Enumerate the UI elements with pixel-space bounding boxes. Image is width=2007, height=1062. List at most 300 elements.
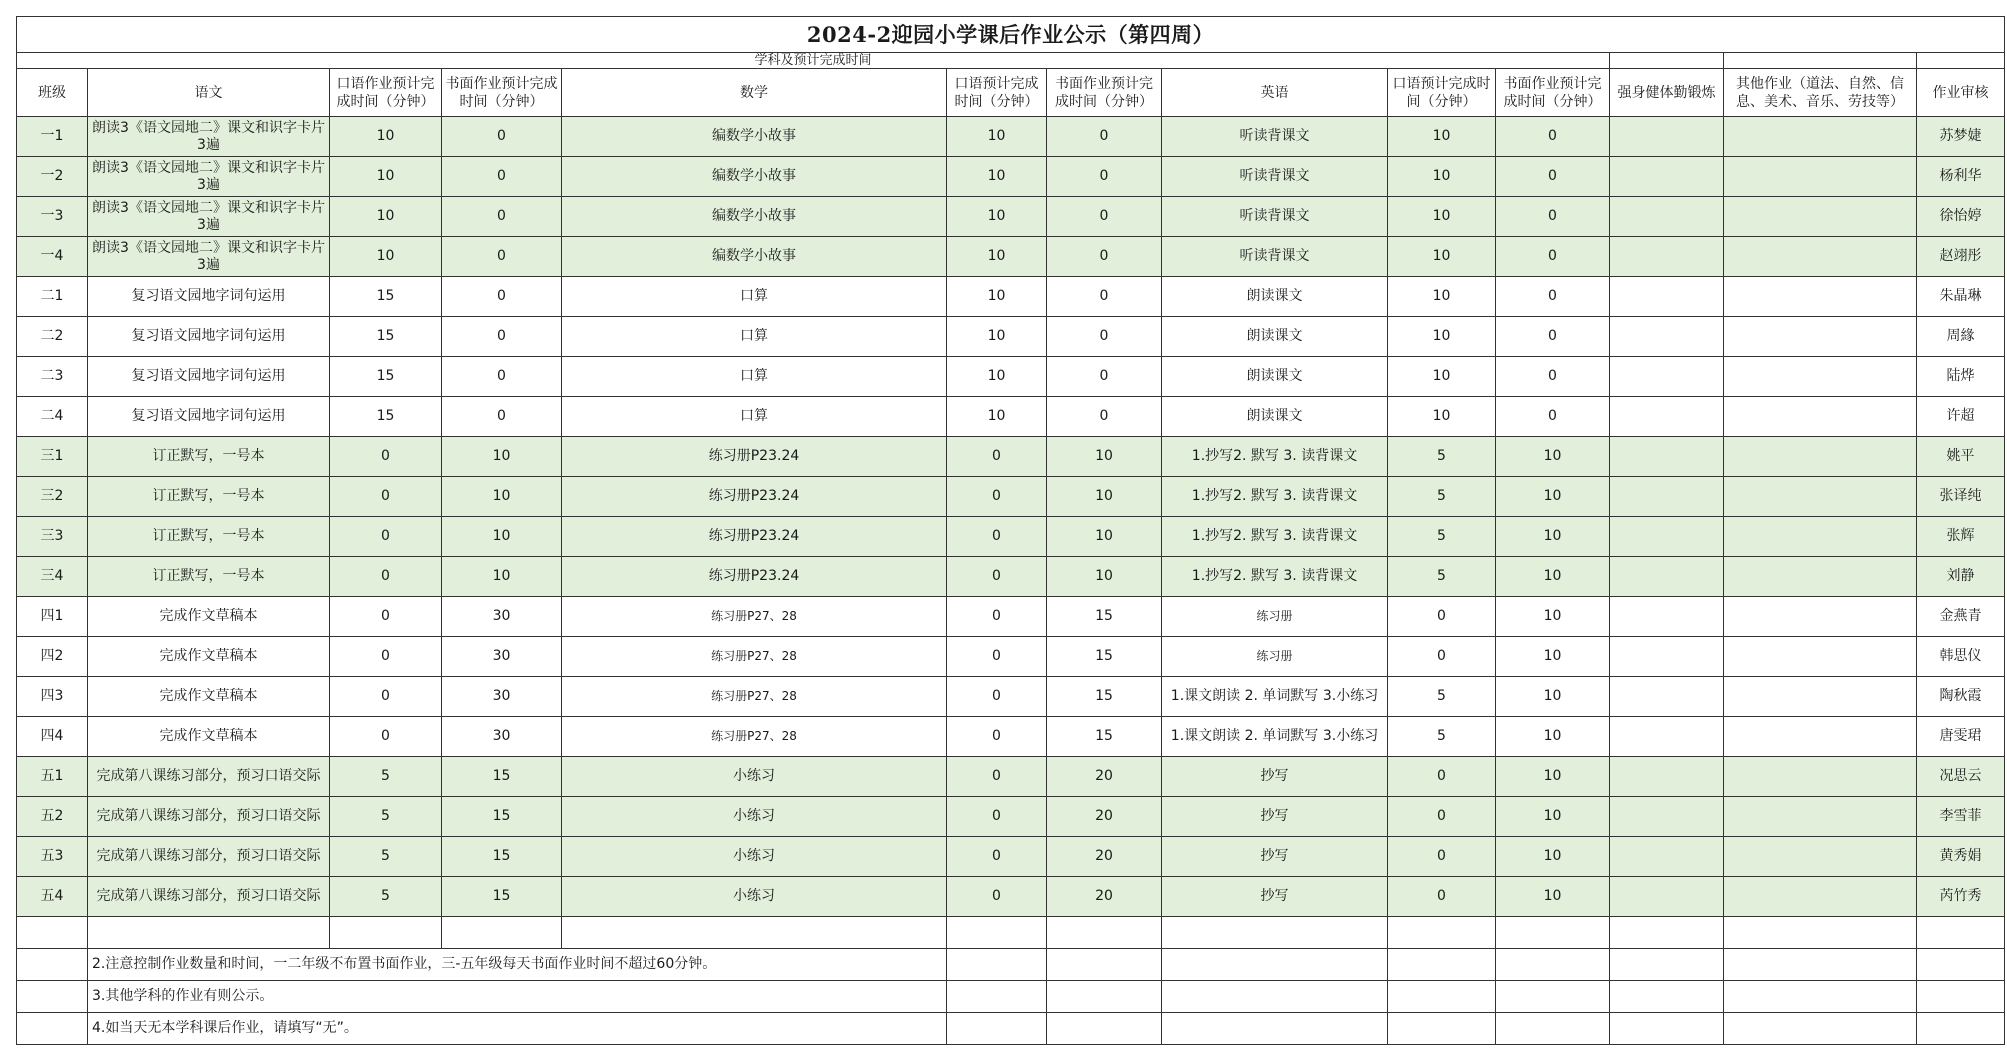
math-written-time-cell[interactable]: 15 xyxy=(1047,597,1162,637)
pe-cell[interactable] xyxy=(1610,557,1724,597)
math-oral-time-cell[interactable]: 10 xyxy=(947,317,1047,357)
math-oral-time-cell[interactable]: 0 xyxy=(947,717,1047,757)
other-homework-cell[interactable] xyxy=(1724,237,1917,277)
english-written-time-cell[interactable]: 10 xyxy=(1496,837,1610,877)
chinese-oral-time-cell[interactable]: 0 xyxy=(330,637,442,677)
reviewer-cell[interactable]: 陆烨 xyxy=(1917,357,2005,397)
english-cell[interactable]: 1.抄写2. 默写 3. 读背课文 xyxy=(1162,517,1388,557)
math-cell[interactable]: 小练习 xyxy=(562,757,947,797)
math-cell[interactable]: 口算 xyxy=(562,397,947,437)
english-oral-time-cell[interactable]: 10 xyxy=(1388,277,1496,317)
english-oral-time-cell[interactable]: 5 xyxy=(1388,477,1496,517)
english-written-time-cell[interactable]: 0 xyxy=(1496,197,1610,237)
other-homework-cell[interactable] xyxy=(1724,597,1917,637)
chinese-oral-time-cell[interactable]: 15 xyxy=(330,277,442,317)
sheet-title[interactable]: 2024-2迎园小学课后作业公示（第四周） xyxy=(17,17,2005,53)
empty-cell[interactable] xyxy=(1610,981,1724,1013)
english-oral-time-cell[interactable]: 10 xyxy=(1388,157,1496,197)
class-cell[interactable]: 三3 xyxy=(17,517,88,557)
chinese-cell[interactable]: 完成第八课练习部分，预习口语交际 xyxy=(88,877,330,917)
other-homework-cell[interactable] xyxy=(1724,757,1917,797)
reviewer-cell[interactable]: 韩思仪 xyxy=(1917,637,2005,677)
math-oral-time-cell[interactable]: 10 xyxy=(947,157,1047,197)
reviewer-cell[interactable]: 张译纯 xyxy=(1917,477,2005,517)
english-written-time-cell[interactable]: 0 xyxy=(1496,357,1610,397)
header-chinese[interactable]: 语文 xyxy=(88,69,330,117)
english-cell[interactable]: 朗读课文 xyxy=(1162,357,1388,397)
chinese-cell[interactable]: 朗读3《语文园地二》课文和识字卡片3遍 xyxy=(88,237,330,277)
chinese-cell[interactable]: 复习语文园地字词句运用 xyxy=(88,357,330,397)
chinese-cell[interactable]: 完成作文草稿本 xyxy=(88,597,330,637)
pe-cell[interactable] xyxy=(1610,277,1724,317)
math-written-time-cell[interactable]: 0 xyxy=(1047,237,1162,277)
reviewer-cell[interactable]: 徐怡婷 xyxy=(1917,197,2005,237)
math-cell[interactable]: 练习册P23.24 xyxy=(562,517,947,557)
english-oral-time-cell[interactable]: 5 xyxy=(1388,557,1496,597)
english-written-time-cell[interactable]: 10 xyxy=(1496,597,1610,637)
chinese-cell[interactable]: 完成作文草稿本 xyxy=(88,717,330,757)
class-cell[interactable]: 四3 xyxy=(17,677,88,717)
class-cell[interactable]: 三4 xyxy=(17,557,88,597)
reviewer-cell[interactable]: 周緣 xyxy=(1917,317,2005,357)
chinese-oral-time-cell[interactable]: 5 xyxy=(330,797,442,837)
chinese-oral-time-cell[interactable]: 0 xyxy=(330,477,442,517)
english-oral-time-cell[interactable]: 5 xyxy=(1388,517,1496,557)
english-written-time-cell[interactable]: 10 xyxy=(1496,757,1610,797)
chinese-written-time-cell[interactable]: 0 xyxy=(442,397,562,437)
chinese-cell[interactable]: 朗读3《语文园地二》课文和识字卡片3遍 xyxy=(88,157,330,197)
note-text[interactable]: 4.如当天无本学科课后作业，请填写“无”。 xyxy=(88,1013,947,1045)
chinese-cell[interactable]: 复习语文园地字词句运用 xyxy=(88,277,330,317)
reviewer-cell[interactable]: 芮竹秀 xyxy=(1917,877,2005,917)
chinese-cell[interactable]: 订正默写，一号本 xyxy=(88,517,330,557)
math-written-time-cell[interactable]: 0 xyxy=(1047,117,1162,157)
empty-cell[interactable] xyxy=(17,981,88,1013)
reviewer-cell[interactable]: 黄秀娟 xyxy=(1917,837,2005,877)
empty-cell[interactable] xyxy=(88,917,330,949)
chinese-cell[interactable]: 完成第八课练习部分，预习口语交际 xyxy=(88,797,330,837)
chinese-written-time-cell[interactable]: 10 xyxy=(442,477,562,517)
class-cell[interactable]: 四4 xyxy=(17,717,88,757)
class-cell[interactable]: 五1 xyxy=(17,757,88,797)
empty-cell[interactable] xyxy=(1047,917,1162,949)
other-homework-cell[interactable] xyxy=(1724,317,1917,357)
math-written-time-cell[interactable]: 15 xyxy=(1047,677,1162,717)
class-cell[interactable]: 四2 xyxy=(17,637,88,677)
english-written-time-cell[interactable]: 0 xyxy=(1496,397,1610,437)
chinese-written-time-cell[interactable]: 30 xyxy=(442,717,562,757)
other-homework-cell[interactable] xyxy=(1724,157,1917,197)
english-cell[interactable]: 朗读课文 xyxy=(1162,317,1388,357)
reviewer-cell[interactable]: 姚平 xyxy=(1917,437,2005,477)
empty-cell[interactable] xyxy=(947,949,1047,981)
pe-cell[interactable] xyxy=(1610,437,1724,477)
english-cell[interactable]: 抄写 xyxy=(1162,757,1388,797)
empty-cell[interactable] xyxy=(1917,981,2005,1013)
other-homework-cell[interactable] xyxy=(1724,677,1917,717)
math-oral-time-cell[interactable]: 10 xyxy=(947,117,1047,157)
math-oral-time-cell[interactable]: 10 xyxy=(947,237,1047,277)
math-written-time-cell[interactable]: 0 xyxy=(1047,397,1162,437)
math-oral-time-cell[interactable]: 0 xyxy=(947,677,1047,717)
english-written-time-cell[interactable]: 0 xyxy=(1496,317,1610,357)
math-oral-time-cell[interactable]: 0 xyxy=(947,797,1047,837)
math-cell[interactable]: 练习册P27、28 xyxy=(562,717,947,757)
english-written-time-cell[interactable]: 10 xyxy=(1496,877,1610,917)
english-oral-time-cell[interactable]: 10 xyxy=(1388,397,1496,437)
math-written-time-cell[interactable]: 0 xyxy=(1047,197,1162,237)
reviewer-cell[interactable]: 陶秋霞 xyxy=(1917,677,2005,717)
english-cell[interactable]: 朗读课文 xyxy=(1162,277,1388,317)
header-chinese-oral-time[interactable]: 口语作业预计完成时间（分钟） xyxy=(330,69,442,117)
empty-cell[interactable] xyxy=(1047,1013,1162,1045)
empty-cell[interactable] xyxy=(1047,981,1162,1013)
chinese-written-time-cell[interactable]: 0 xyxy=(442,157,562,197)
math-written-time-cell[interactable]: 10 xyxy=(1047,517,1162,557)
reviewer-cell[interactable]: 李雪菲 xyxy=(1917,797,2005,837)
math-cell[interactable]: 口算 xyxy=(562,317,947,357)
math-written-time-cell[interactable]: 10 xyxy=(1047,477,1162,517)
math-oral-time-cell[interactable]: 10 xyxy=(947,277,1047,317)
other-homework-cell[interactable] xyxy=(1724,877,1917,917)
math-cell[interactable]: 小练习 xyxy=(562,837,947,877)
empty-cell[interactable] xyxy=(1047,949,1162,981)
chinese-oral-time-cell[interactable]: 5 xyxy=(330,877,442,917)
english-oral-time-cell[interactable]: 10 xyxy=(1388,117,1496,157)
english-cell[interactable]: 听读背课文 xyxy=(1162,117,1388,157)
english-written-time-cell[interactable]: 10 xyxy=(1496,717,1610,757)
english-cell[interactable]: 抄写 xyxy=(1162,797,1388,837)
math-oral-time-cell[interactable]: 0 xyxy=(947,637,1047,677)
class-cell[interactable]: 五3 xyxy=(17,837,88,877)
chinese-written-time-cell[interactable]: 15 xyxy=(442,837,562,877)
english-oral-time-cell[interactable]: 0 xyxy=(1388,837,1496,877)
math-written-time-cell[interactable]: 20 xyxy=(1047,797,1162,837)
math-oral-time-cell[interactable]: 0 xyxy=(947,477,1047,517)
header-review[interactable]: 作业审核 xyxy=(1917,69,2005,117)
chinese-cell[interactable]: 朗读3《语文园地二》课文和识字卡片3遍 xyxy=(88,117,330,157)
empty-cell[interactable] xyxy=(1388,1013,1496,1045)
english-written-time-cell[interactable]: 10 xyxy=(1496,677,1610,717)
empty-cell[interactable] xyxy=(947,981,1047,1013)
other-homework-cell[interactable] xyxy=(1724,197,1917,237)
english-cell[interactable]: 朗读课文 xyxy=(1162,397,1388,437)
chinese-oral-time-cell[interactable]: 0 xyxy=(330,437,442,477)
english-oral-time-cell[interactable]: 0 xyxy=(1388,877,1496,917)
empty-cell[interactable] xyxy=(1162,1013,1388,1045)
pe-cell[interactable] xyxy=(1610,157,1724,197)
empty-cell[interactable] xyxy=(442,917,562,949)
english-written-time-cell[interactable]: 10 xyxy=(1496,517,1610,557)
chinese-cell[interactable]: 完成第八课练习部分，预习口语交际 xyxy=(88,757,330,797)
chinese-oral-time-cell[interactable]: 10 xyxy=(330,197,442,237)
reviewer-cell[interactable]: 张辉 xyxy=(1917,517,2005,557)
class-cell[interactable]: 一1 xyxy=(17,117,88,157)
subtitle-cell[interactable]: 学科及预计完成时间 xyxy=(17,53,1610,69)
other-homework-cell[interactable] xyxy=(1724,117,1917,157)
reviewer-cell[interactable]: 唐雯珺 xyxy=(1917,717,2005,757)
math-written-time-cell[interactable]: 0 xyxy=(1047,277,1162,317)
header-math[interactable]: 数学 xyxy=(562,69,947,117)
empty-cell[interactable] xyxy=(1917,1013,2005,1045)
empty-cell[interactable] xyxy=(1724,1013,1917,1045)
empty-cell[interactable] xyxy=(947,1013,1047,1045)
other-homework-cell[interactable] xyxy=(1724,637,1917,677)
empty-cell[interactable] xyxy=(1724,949,1917,981)
math-cell[interactable]: 编数学小故事 xyxy=(562,157,947,197)
chinese-oral-time-cell[interactable]: 5 xyxy=(330,837,442,877)
header-english[interactable]: 英语 xyxy=(1162,69,1388,117)
reviewer-cell[interactable]: 金燕青 xyxy=(1917,597,2005,637)
chinese-oral-time-cell[interactable]: 0 xyxy=(330,557,442,597)
empty-cell[interactable] xyxy=(1388,949,1496,981)
english-written-time-cell[interactable]: 10 xyxy=(1496,477,1610,517)
english-written-time-cell[interactable]: 10 xyxy=(1496,797,1610,837)
math-oral-time-cell[interactable]: 0 xyxy=(947,597,1047,637)
empty-cell[interactable] xyxy=(1496,949,1610,981)
english-written-time-cell[interactable]: 0 xyxy=(1496,237,1610,277)
pe-cell[interactable] xyxy=(1610,797,1724,837)
english-oral-time-cell[interactable]: 10 xyxy=(1388,317,1496,357)
empty-cell[interactable] xyxy=(1724,53,1917,69)
class-cell[interactable]: 四1 xyxy=(17,597,88,637)
math-written-time-cell[interactable]: 10 xyxy=(1047,437,1162,477)
reviewer-cell[interactable]: 况思云 xyxy=(1917,757,2005,797)
header-other[interactable]: 其他作业（道法、自然、信息、美术、音乐、劳技等） xyxy=(1724,69,1917,117)
reviewer-cell[interactable]: 赵翊彤 xyxy=(1917,237,2005,277)
english-cell[interactable]: 练习册 xyxy=(1162,597,1388,637)
empty-cell[interactable] xyxy=(1496,917,1610,949)
math-written-time-cell[interactable]: 15 xyxy=(1047,717,1162,757)
chinese-written-time-cell[interactable]: 0 xyxy=(442,277,562,317)
empty-cell[interactable] xyxy=(1724,981,1917,1013)
header-class[interactable]: 班级 xyxy=(17,69,88,117)
class-cell[interactable]: 五4 xyxy=(17,877,88,917)
chinese-written-time-cell[interactable]: 0 xyxy=(442,317,562,357)
chinese-cell[interactable]: 完成作文草稿本 xyxy=(88,677,330,717)
math-cell[interactable]: 练习册P27、28 xyxy=(562,677,947,717)
empty-cell[interactable] xyxy=(947,917,1047,949)
empty-cell[interactable] xyxy=(1917,53,2005,69)
math-oral-time-cell[interactable]: 10 xyxy=(947,357,1047,397)
chinese-written-time-cell[interactable]: 0 xyxy=(442,117,562,157)
chinese-written-time-cell[interactable]: 10 xyxy=(442,517,562,557)
header-math-written-time[interactable]: 书面作业预计完成时间（分钟） xyxy=(1047,69,1162,117)
class-cell[interactable]: 一4 xyxy=(17,237,88,277)
other-homework-cell[interactable] xyxy=(1724,557,1917,597)
math-written-time-cell[interactable]: 15 xyxy=(1047,637,1162,677)
pe-cell[interactable] xyxy=(1610,357,1724,397)
empty-cell[interactable] xyxy=(330,917,442,949)
other-homework-cell[interactable] xyxy=(1724,277,1917,317)
other-homework-cell[interactable] xyxy=(1724,517,1917,557)
chinese-cell[interactable]: 订正默写，一号本 xyxy=(88,477,330,517)
empty-cell[interactable] xyxy=(17,917,88,949)
pe-cell[interactable] xyxy=(1610,237,1724,277)
other-homework-cell[interactable] xyxy=(1724,837,1917,877)
empty-cell[interactable] xyxy=(1388,981,1496,1013)
header-pe[interactable]: 强身健体勤锻炼 xyxy=(1610,69,1724,117)
math-oral-time-cell[interactable]: 10 xyxy=(947,397,1047,437)
math-cell[interactable]: 小练习 xyxy=(562,877,947,917)
pe-cell[interactable] xyxy=(1610,397,1724,437)
math-oral-time-cell[interactable]: 10 xyxy=(947,197,1047,237)
chinese-written-time-cell[interactable]: 30 xyxy=(442,597,562,637)
chinese-oral-time-cell[interactable]: 0 xyxy=(330,517,442,557)
math-written-time-cell[interactable]: 20 xyxy=(1047,837,1162,877)
empty-cell[interactable] xyxy=(1610,917,1724,949)
class-cell[interactable]: 一3 xyxy=(17,197,88,237)
class-cell[interactable]: 二2 xyxy=(17,317,88,357)
math-oral-time-cell[interactable]: 0 xyxy=(947,757,1047,797)
other-homework-cell[interactable] xyxy=(1724,717,1917,757)
pe-cell[interactable] xyxy=(1610,517,1724,557)
empty-cell[interactable] xyxy=(1496,981,1610,1013)
chinese-oral-time-cell[interactable]: 10 xyxy=(330,237,442,277)
math-written-time-cell[interactable]: 0 xyxy=(1047,357,1162,397)
pe-cell[interactable] xyxy=(1610,117,1724,157)
empty-cell[interactable] xyxy=(1162,981,1388,1013)
class-cell[interactable]: 三1 xyxy=(17,437,88,477)
math-cell[interactable]: 练习册P27、28 xyxy=(562,597,947,637)
class-cell[interactable]: 一2 xyxy=(17,157,88,197)
math-oral-time-cell[interactable]: 0 xyxy=(947,877,1047,917)
chinese-written-time-cell[interactable]: 30 xyxy=(442,677,562,717)
pe-cell[interactable] xyxy=(1610,757,1724,797)
chinese-written-time-cell[interactable]: 10 xyxy=(442,437,562,477)
math-cell[interactable]: 编数学小故事 xyxy=(562,197,947,237)
english-oral-time-cell[interactable]: 10 xyxy=(1388,357,1496,397)
empty-cell[interactable] xyxy=(1610,53,1724,69)
chinese-written-time-cell[interactable]: 15 xyxy=(442,797,562,837)
empty-cell[interactable] xyxy=(17,949,88,981)
english-written-time-cell[interactable]: 0 xyxy=(1496,277,1610,317)
note-text[interactable]: 2.注意控制作业数量和时间，一二年级不布置书面作业，三-五年级每天书面作业时间不超过60分钟。 xyxy=(88,949,947,981)
pe-cell[interactable] xyxy=(1610,717,1724,757)
header-math-oral-time[interactable]: 口语预计完成时间（分钟） xyxy=(947,69,1047,117)
header-english-oral-time[interactable]: 口语预计完成时间（分钟） xyxy=(1388,69,1496,117)
reviewer-cell[interactable]: 许超 xyxy=(1917,397,2005,437)
math-cell[interactable]: 练习册P23.24 xyxy=(562,557,947,597)
english-cell[interactable]: 1.课文朗读 2. 单词默写 3.小练习 xyxy=(1162,677,1388,717)
english-oral-time-cell[interactable]: 0 xyxy=(1388,637,1496,677)
chinese-cell[interactable]: 复习语文园地字词句运用 xyxy=(88,397,330,437)
other-homework-cell[interactable] xyxy=(1724,397,1917,437)
math-written-time-cell[interactable]: 20 xyxy=(1047,877,1162,917)
english-oral-time-cell[interactable]: 5 xyxy=(1388,677,1496,717)
chinese-cell[interactable]: 完成第八课练习部分，预习口语交际 xyxy=(88,837,330,877)
empty-cell[interactable] xyxy=(1610,1013,1724,1045)
english-oral-time-cell[interactable]: 0 xyxy=(1388,597,1496,637)
header-english-written-time[interactable]: 书面作业预计完成时间（分钟） xyxy=(1496,69,1610,117)
english-oral-time-cell[interactable]: 5 xyxy=(1388,437,1496,477)
empty-cell[interactable] xyxy=(17,1013,88,1045)
chinese-cell[interactable]: 订正默写，一号本 xyxy=(88,557,330,597)
math-written-time-cell[interactable]: 20 xyxy=(1047,757,1162,797)
class-cell[interactable]: 三2 xyxy=(17,477,88,517)
other-homework-cell[interactable] xyxy=(1724,477,1917,517)
empty-cell[interactable] xyxy=(1496,1013,1610,1045)
empty-cell[interactable] xyxy=(1917,949,2005,981)
pe-cell[interactable] xyxy=(1610,637,1724,677)
math-cell[interactable]: 练习册P27、28 xyxy=(562,637,947,677)
pe-cell[interactable] xyxy=(1610,837,1724,877)
english-oral-time-cell[interactable]: 10 xyxy=(1388,197,1496,237)
english-written-time-cell[interactable]: 10 xyxy=(1496,637,1610,677)
class-cell[interactable]: 二4 xyxy=(17,397,88,437)
math-cell[interactable]: 小练习 xyxy=(562,797,947,837)
reviewer-cell[interactable]: 苏梦婕 xyxy=(1917,117,2005,157)
pe-cell[interactable] xyxy=(1610,677,1724,717)
english-written-time-cell[interactable]: 10 xyxy=(1496,557,1610,597)
math-cell[interactable]: 练习册P23.24 xyxy=(562,437,947,477)
chinese-written-time-cell[interactable]: 0 xyxy=(442,357,562,397)
english-oral-time-cell[interactable]: 5 xyxy=(1388,717,1496,757)
english-cell[interactable]: 听读背课文 xyxy=(1162,197,1388,237)
pe-cell[interactable] xyxy=(1610,317,1724,357)
empty-cell[interactable] xyxy=(1162,917,1388,949)
english-written-time-cell[interactable]: 0 xyxy=(1496,117,1610,157)
math-written-time-cell[interactable]: 10 xyxy=(1047,557,1162,597)
reviewer-cell[interactable]: 刘静 xyxy=(1917,557,2005,597)
english-cell[interactable]: 1.抄写2. 默写 3. 读背课文 xyxy=(1162,437,1388,477)
math-cell[interactable]: 练习册P23.24 xyxy=(562,477,947,517)
chinese-cell[interactable]: 完成作文草稿本 xyxy=(88,637,330,677)
english-cell[interactable]: 听读背课文 xyxy=(1162,237,1388,277)
math-written-time-cell[interactable]: 0 xyxy=(1047,317,1162,357)
chinese-written-time-cell[interactable]: 10 xyxy=(442,557,562,597)
english-oral-time-cell[interactable]: 0 xyxy=(1388,797,1496,837)
note-text[interactable]: 3.其他学科的作业有则公示。 xyxy=(88,981,947,1013)
class-cell[interactable]: 二1 xyxy=(17,277,88,317)
empty-cell[interactable] xyxy=(1724,917,1917,949)
chinese-oral-time-cell[interactable]: 0 xyxy=(330,717,442,757)
reviewer-cell[interactable]: 杨利华 xyxy=(1917,157,2005,197)
english-cell[interactable]: 1.抄写2. 默写 3. 读背课文 xyxy=(1162,557,1388,597)
reviewer-cell[interactable]: 朱晶琳 xyxy=(1917,277,2005,317)
math-cell[interactable]: 编数学小故事 xyxy=(562,237,947,277)
english-cell[interactable]: 听读背课文 xyxy=(1162,157,1388,197)
pe-cell[interactable] xyxy=(1610,477,1724,517)
math-oral-time-cell[interactable]: 0 xyxy=(947,437,1047,477)
pe-cell[interactable] xyxy=(1610,877,1724,917)
pe-cell[interactable] xyxy=(1610,597,1724,637)
chinese-oral-time-cell[interactable]: 10 xyxy=(330,117,442,157)
chinese-written-time-cell[interactable]: 30 xyxy=(442,637,562,677)
pe-cell[interactable] xyxy=(1610,197,1724,237)
chinese-oral-time-cell[interactable]: 0 xyxy=(330,597,442,637)
english-oral-time-cell[interactable]: 0 xyxy=(1388,757,1496,797)
math-oral-time-cell[interactable]: 0 xyxy=(947,557,1047,597)
math-cell[interactable]: 口算 xyxy=(562,357,947,397)
english-cell[interactable]: 1.课文朗读 2. 单词默写 3.小练习 xyxy=(1162,717,1388,757)
math-cell[interactable]: 口算 xyxy=(562,277,947,317)
math-oral-time-cell[interactable]: 0 xyxy=(947,837,1047,877)
empty-cell[interactable] xyxy=(1162,949,1388,981)
chinese-written-time-cell[interactable]: 15 xyxy=(442,757,562,797)
english-written-time-cell[interactable]: 0 xyxy=(1496,157,1610,197)
header-chinese-written-time[interactable]: 书面作业预计完成时间（分钟） xyxy=(442,69,562,117)
chinese-cell[interactable]: 朗读3《语文园地二》课文和识字卡片3遍 xyxy=(88,197,330,237)
math-cell[interactable]: 编数学小故事 xyxy=(562,117,947,157)
other-homework-cell[interactable] xyxy=(1724,437,1917,477)
class-cell[interactable]: 二3 xyxy=(17,357,88,397)
other-homework-cell[interactable] xyxy=(1724,357,1917,397)
empty-cell[interactable] xyxy=(1917,917,2005,949)
english-oral-time-cell[interactable]: 10 xyxy=(1388,237,1496,277)
english-cell[interactable]: 练习册 xyxy=(1162,637,1388,677)
english-cell[interactable]: 抄写 xyxy=(1162,837,1388,877)
